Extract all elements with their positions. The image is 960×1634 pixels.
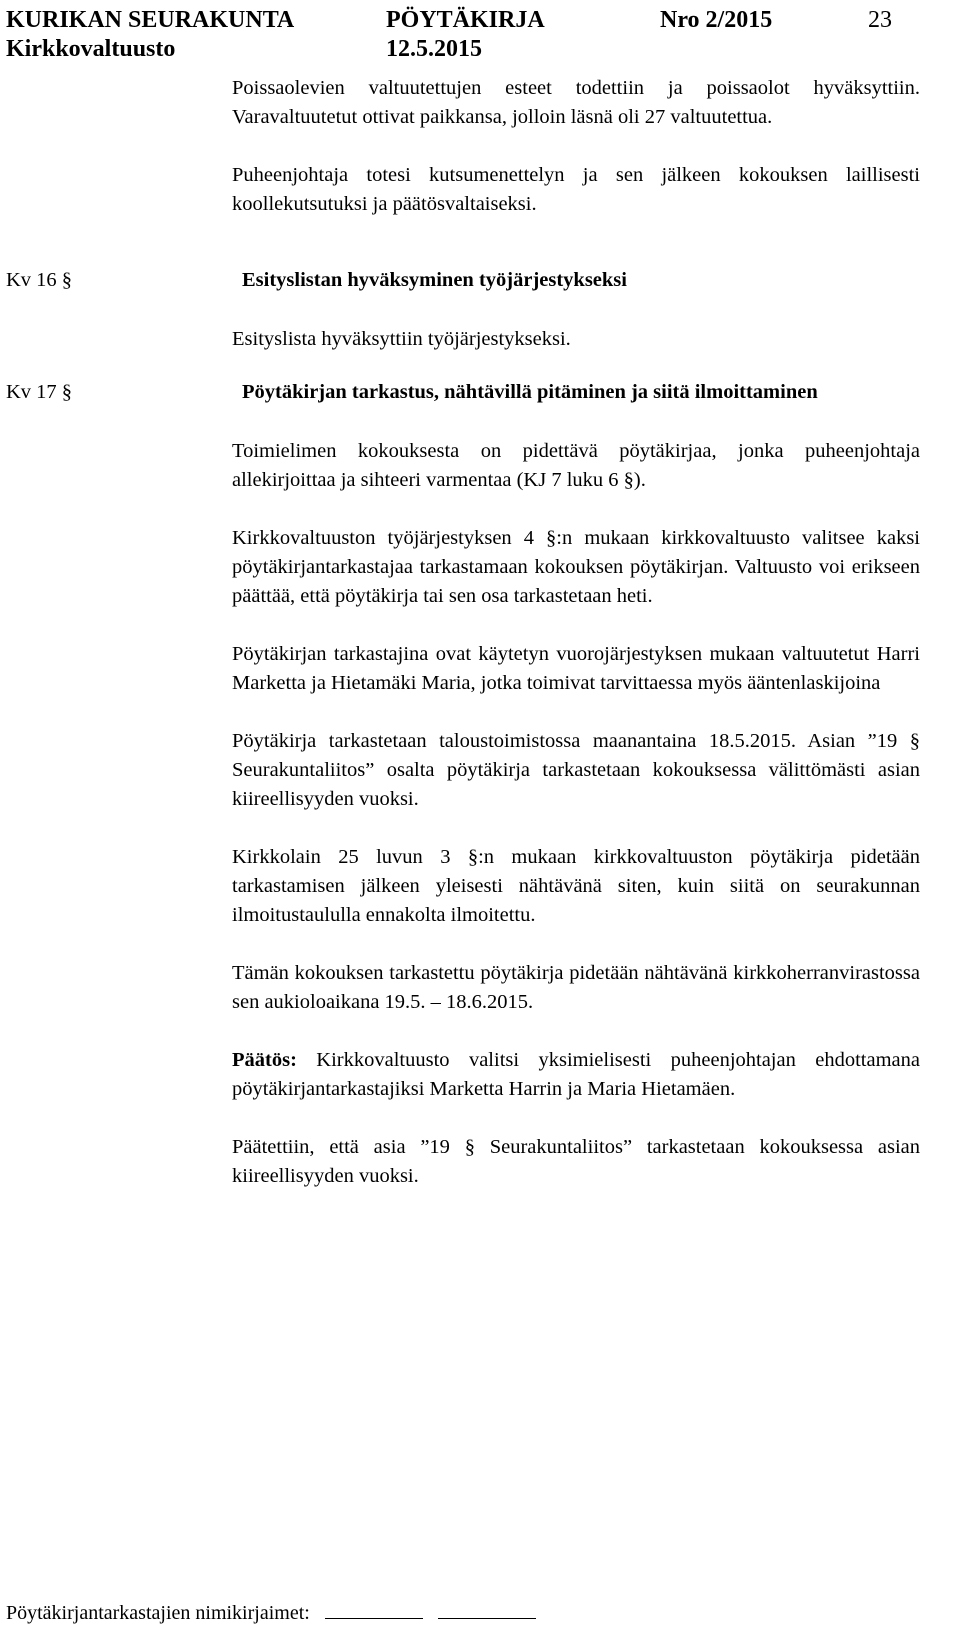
decision-text: Kirkkovaltuusto valitsi yksimielisesti puheenjohtajan ehdottamana pöytäkirjantarkastajiksi Marketta Harrin ja Maria Hietamäen.	[232, 1049, 920, 1100]
decision-label: Päätös:	[232, 1049, 297, 1071]
kv17-decision	[232, 1046, 920, 1104]
section-number: Kv 16 §	[6, 269, 73, 291]
kv17-paragraph-2: Kirkkovaltuuston työjärjestyksen 4 §:n mukaan kirkkovaltuusto valitsee kaksi pöytäkirjantarkastajaa tarkastamaan kokouksen pöytäkirjan. Valtuusto voi erikseen päättää, että pöytäkirja tai sen osa tarkastetaan heti.	[232, 527, 920, 607]
meeting-date: 12.5.2015	[386, 36, 482, 62]
doc-number: Nro 2/2015	[660, 7, 773, 33]
page-header	[6, 6, 926, 64]
intro-paragraph-quorum: Puheenjohtaja totesi kutsumenettelyn ja sen jälkeen kokouksen laillisesti koollekutsutuksi ja päätösvaltaiseksi.	[232, 164, 920, 215]
section-title: Pöytäkirjan tarkastus, nähtävillä pitäminen ja siitä ilmoittaminen	[242, 381, 818, 403]
page-number: 23	[868, 7, 892, 33]
kv17-paragraph-3: Pöytäkirjan tarkastajina ovat käytetyn vuorojärjestyksen mukaan valtuutetut Harri Marketta ja Hietamäki Maria, jotka toimivat tarvittaessa myös ääntenlaskijoina	[232, 643, 920, 694]
page-footer	[6, 1602, 536, 1625]
section-kv16-text	[232, 325, 920, 354]
section-title: Esityslistan hyväksyminen työjärjestykseksi	[242, 269, 627, 291]
section-kv17-body	[232, 437, 920, 1191]
initials-line-1	[325, 1602, 423, 1619]
kv17-paragraph-5: Kirkkolain 25 luvun 3 §:n mukaan kirkkovaltuuston pöytäkirja pidetään tarkastamisen jälkeen yleisesti nähtävänä siten, kuin siitä on seurakunnan ilmoitustaululla ennakolta ilmoitettu.	[232, 846, 920, 926]
kv17-paragraph-8: Päätettiin, että asia ”19 § Seurakuntaliitos” tarkastetaan kokouksessa asian kiireellisyyden vuoksi.	[232, 1136, 920, 1187]
initials-line-2	[438, 1602, 536, 1619]
initials-label: Pöytäkirjantarkastajien nimikirjaimet:	[6, 1602, 310, 1624]
kv17-paragraph-4: Pöytäkirja tarkastetaan taloustoimistossa maanantaina 18.5.2015. Asian ”19 § Seurakuntaliitos” osalta pöytäkirja tarkastetaan kokouksessa välittömästi asian kiireellisyyden vuoksi.	[232, 730, 920, 810]
section-number: Kv 17 §	[6, 381, 73, 403]
section-kv17-heading	[6, 381, 926, 411]
doc-type: PÖYTÄKIRJA	[386, 7, 545, 33]
intro-block	[232, 74, 920, 219]
kv17-paragraph-1: Toimielimen kokouksesta on pidettävä pöytäkirjaa, jonka puheenjohtaja allekirjoittaa ja sihteeri varmentaa (KJ 7 luku 6 §).	[232, 440, 920, 491]
section-kv16-heading	[6, 269, 926, 299]
kv16-paragraph: Esityslista hyväksyttiin työjärjestykseksi.	[232, 328, 571, 350]
org-name: KURIKAN SEURAKUNTA	[6, 7, 295, 33]
intro-paragraph-absences: Poissaolevien valtuutettujen esteet todettiin ja poissaolot hyväksyttiin. Varavaltuutetut ottivat paikkansa, jolloin läsnä oli 27 valtuutettua.	[232, 77, 920, 128]
body-name: Kirkkovaltuusto	[6, 36, 176, 62]
kv17-paragraph-6: Tämän kokouksen tarkastettu pöytäkirja pidetään nähtävänä kirkkoherranvirastossa sen aukioloaikana 19.5. – 18.6.2015.	[232, 962, 920, 1013]
